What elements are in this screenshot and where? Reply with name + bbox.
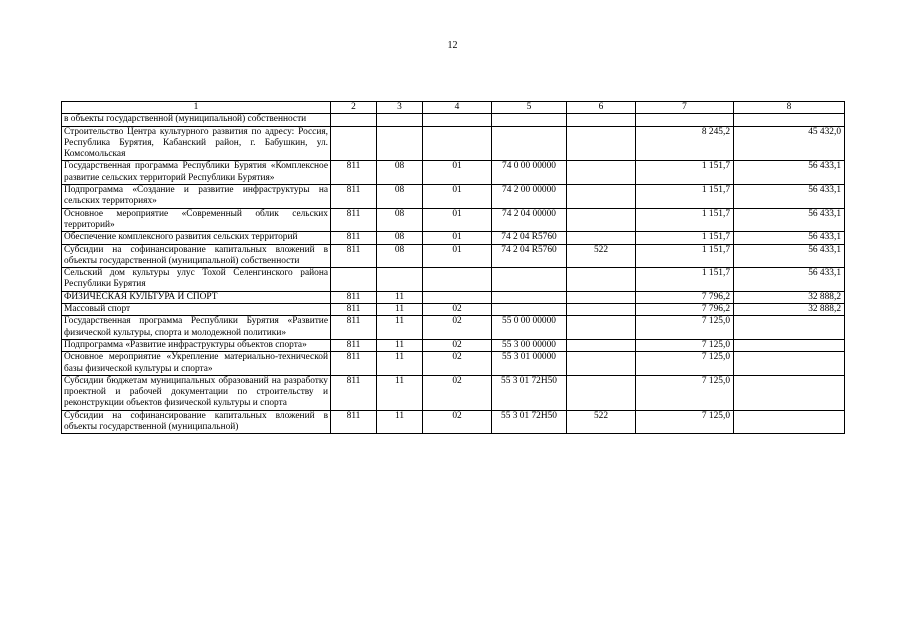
- table-cell: 32 888,2: [734, 291, 845, 303]
- column-header-2: 2: [331, 102, 377, 114]
- table-cell: 1 151,7: [636, 185, 734, 209]
- table-cell: 02: [423, 352, 492, 376]
- table-cell: 1 151,7: [636, 268, 734, 292]
- table-row: [62, 185, 845, 209]
- table-cell: [734, 114, 845, 126]
- column-header-6: 6: [567, 102, 636, 114]
- row-name-cell: в объекты государственной (муниципальной) собственности: [62, 114, 331, 126]
- table-cell: [567, 291, 636, 303]
- table-cell: 11: [377, 304, 423, 316]
- table-cell: 74 2 04 R5760: [492, 244, 567, 268]
- row-name-cell: Подпрограмма «Развитие инфраструктуры объектов спорта»: [62, 339, 331, 351]
- row-name-cell: Государственная программа Республики Бурятия «Развитие физической культуры, спорта и молодежной политики»: [62, 316, 331, 340]
- table-cell: 7 796,2: [636, 291, 734, 303]
- table-cell: [567, 208, 636, 232]
- table-cell: [567, 375, 636, 410]
- table-row: [62, 304, 845, 316]
- column-header-4: 4: [423, 102, 492, 114]
- table-cell: 74 2 00 00000: [492, 185, 567, 209]
- table-cell: 02: [423, 304, 492, 316]
- row-name-cell: Обеспечение комплексного развития сельских территорий: [62, 232, 331, 244]
- column-header-5: 5: [492, 102, 567, 114]
- table-cell: [423, 114, 492, 126]
- table-cell: 811: [331, 410, 377, 434]
- row-name-cell: Субсидии на софинансирование капитальных вложений в объекты государственной (муниципальной) собственности: [62, 244, 331, 268]
- table-cell: 7 125,0: [636, 375, 734, 410]
- table-cell: 811: [331, 208, 377, 232]
- table-cell: 08: [377, 244, 423, 268]
- table-cell: [492, 114, 567, 126]
- table-cell: 11: [377, 410, 423, 434]
- table-cell: [492, 268, 567, 292]
- table-cell: 08: [377, 161, 423, 185]
- table-cell: 522: [567, 244, 636, 268]
- table-cell: 01: [423, 244, 492, 268]
- row-name-cell: Основное мероприятие «Укрепление материально-технической базы физической культуры и спорта»: [62, 352, 331, 376]
- table-cell: [636, 114, 734, 126]
- table-cell: 55 3 01 72Н50: [492, 375, 567, 410]
- table-cell: 811: [331, 232, 377, 244]
- table-cell: 11: [377, 352, 423, 376]
- table-row: [62, 316, 845, 340]
- table-row: [62, 114, 845, 126]
- column-header-8: 8: [734, 102, 845, 114]
- table-cell: 08: [377, 208, 423, 232]
- table-body: [62, 114, 845, 434]
- table-cell: 02: [423, 375, 492, 410]
- row-name-cell: Субсидии бюджетам муниципальных образований на разработку проектной и рабочей документации по строительству и реконструкции объектов физической культуры и спорта: [62, 375, 331, 410]
- table-row: [62, 291, 845, 303]
- table-cell: [377, 114, 423, 126]
- table-cell: [492, 304, 567, 316]
- table-cell: 02: [423, 410, 492, 434]
- table-row: [62, 126, 845, 161]
- row-name-cell: Подпрограмма «Создание и развитие инфраструктуры на сельских территориях»: [62, 185, 331, 209]
- row-name-cell: Государственная программа Республики Бурятия «Комплексное развитие сельских территорий Республики Бурятия»: [62, 161, 331, 185]
- table-row: [62, 161, 845, 185]
- table-cell: [331, 268, 377, 292]
- table-row: [62, 208, 845, 232]
- budget-table: [61, 101, 845, 434]
- table-cell: 11: [377, 291, 423, 303]
- column-header-7: 7: [636, 102, 734, 114]
- table-cell: 11: [377, 339, 423, 351]
- table-cell: 7 796,2: [636, 304, 734, 316]
- table-cell: 7 125,0: [636, 410, 734, 434]
- table-cell: 01: [423, 185, 492, 209]
- table-cell: 74 0 00 00000: [492, 161, 567, 185]
- table-cell: 811: [331, 339, 377, 351]
- table-cell: 74 2 04 00000: [492, 208, 567, 232]
- table-cell: 56 433,1: [734, 244, 845, 268]
- table-cell: [567, 352, 636, 376]
- table-cell: 56 433,1: [734, 208, 845, 232]
- table-cell: 55 3 00 00000: [492, 339, 567, 351]
- table-cell: [567, 339, 636, 351]
- table-row: [62, 352, 845, 376]
- table-cell: [567, 316, 636, 340]
- table-cell: 522: [567, 410, 636, 434]
- table-cell: 08: [377, 185, 423, 209]
- table-cell: [423, 268, 492, 292]
- row-name-cell: ФИЗИЧЕСКАЯ КУЛЬТУРА И СПОРТ: [62, 291, 331, 303]
- table-cell: 811: [331, 375, 377, 410]
- table-cell: [734, 352, 845, 376]
- table-cell: 01: [423, 208, 492, 232]
- table-cell: 8 245,2: [636, 126, 734, 161]
- table-cell: 7 125,0: [636, 316, 734, 340]
- table-cell: 01: [423, 161, 492, 185]
- table-cell: 811: [331, 185, 377, 209]
- table-cell: 1 151,7: [636, 161, 734, 185]
- row-name-cell: Основное мероприятие «Современный облик сельских территорий»: [62, 208, 331, 232]
- table-cell: 811: [331, 304, 377, 316]
- table-cell: 811: [331, 161, 377, 185]
- table-cell: 811: [331, 352, 377, 376]
- table-cell: 45 432,0: [734, 126, 845, 161]
- table-cell: [734, 410, 845, 434]
- table-cell: [734, 375, 845, 410]
- table-cell: 7 125,0: [636, 339, 734, 351]
- table-cell: [567, 268, 636, 292]
- table-cell: [567, 304, 636, 316]
- table-header-row: [62, 102, 845, 114]
- table-cell: 56 433,1: [734, 268, 845, 292]
- column-header-3: 3: [377, 102, 423, 114]
- table-cell: 02: [423, 339, 492, 351]
- table-cell: 56 433,1: [734, 185, 845, 209]
- table-cell: [377, 268, 423, 292]
- table-cell: [567, 185, 636, 209]
- table-cell: 55 3 01 72Н50: [492, 410, 567, 434]
- table-cell: 55 0 00 00000: [492, 316, 567, 340]
- table-cell: [377, 126, 423, 161]
- table-cell: [567, 126, 636, 161]
- table-cell: [423, 291, 492, 303]
- table-cell: [734, 316, 845, 340]
- table-cell: 74 2 04 R5760: [492, 232, 567, 244]
- table-row: [62, 410, 845, 434]
- column-header-1: 1: [62, 102, 331, 114]
- page-number: 12: [447, 40, 458, 51]
- table-cell: 56 433,1: [734, 232, 845, 244]
- table-cell: 811: [331, 316, 377, 340]
- table-cell: 11: [377, 316, 423, 340]
- row-name-cell: Сельский дом культуры улус Тохой Селенгинского района Республики Бурятия: [62, 268, 331, 292]
- table-cell: [567, 114, 636, 126]
- table-cell: 7 125,0: [636, 352, 734, 376]
- table-cell: [567, 161, 636, 185]
- table-cell: 11: [377, 375, 423, 410]
- table-row: [62, 232, 845, 244]
- table-cell: [567, 232, 636, 244]
- table-cell: [492, 126, 567, 161]
- row-name-cell: Строительство Центра культурного развития по адресу: Россия, Республика Бурятия, Кабанский район, г. Бабушкин, ул. Комсомольская: [62, 126, 331, 161]
- table-cell: 1 151,7: [636, 244, 734, 268]
- row-name-cell: Массовый спорт: [62, 304, 331, 316]
- table-cell: [423, 126, 492, 161]
- table-cell: 811: [331, 244, 377, 268]
- table-cell: 55 3 01 00000: [492, 352, 567, 376]
- table-row: [62, 339, 845, 351]
- table-cell: 56 433,1: [734, 161, 845, 185]
- table-cell: 01: [423, 232, 492, 244]
- table-row: [62, 244, 845, 268]
- table-cell: [331, 114, 377, 126]
- table-row: [62, 268, 845, 292]
- table-cell: [331, 126, 377, 161]
- table-cell: 811: [331, 291, 377, 303]
- row-name-cell: Субсидии на софинансирование капитальных вложений в объекты государственной (муниципальной): [62, 410, 331, 434]
- table-row: [62, 375, 845, 410]
- table-cell: 1 151,7: [636, 208, 734, 232]
- table-cell: [492, 291, 567, 303]
- table-cell: 1 151,7: [636, 232, 734, 244]
- table-cell: 08: [377, 232, 423, 244]
- table-cell: 02: [423, 316, 492, 340]
- table-cell: 32 888,2: [734, 304, 845, 316]
- table-cell: [734, 339, 845, 351]
